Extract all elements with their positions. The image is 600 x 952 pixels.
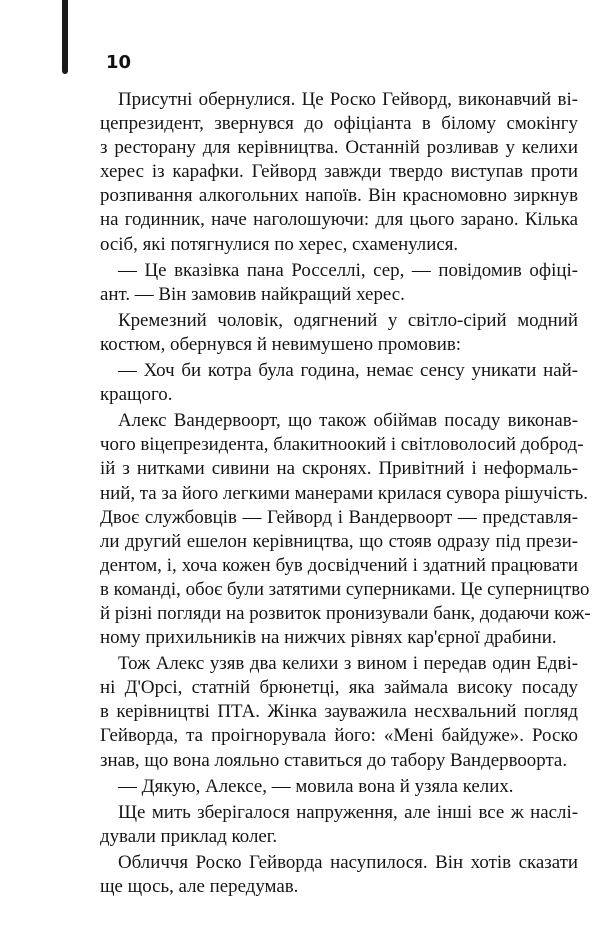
text-line: — Хоч би котра була година, немає сенсу уникати най- xyxy=(118,360,578,382)
text-line: Двоє службовців — Гейворд і Вандервоорт — представля- xyxy=(100,506,578,528)
text-line: херес із карафки. Гейворд завжди твердо виступав проти xyxy=(100,161,578,183)
text-line: й різні погляди на розвиток пронизували банк, додаючи кож- xyxy=(100,602,591,624)
paragraph xyxy=(100,88,578,257)
page-number: 10 xyxy=(106,52,132,73)
text-line: дували приклад колег. xyxy=(100,825,278,847)
text-line: — Це вказівка пана Росселлі, сер, — повідомив офіці- xyxy=(118,259,578,281)
text-line: Тож Алекс узяв два келихи з вином і передав один Едві- xyxy=(118,653,578,675)
text-line: Гейворда, та проігнорувала його: «Мені байдуже». Роско xyxy=(100,725,578,747)
text-line: ли другий ешелон керівництва, що стояв одразу під прези- xyxy=(100,530,578,552)
text-line: Ще мить зберігалося напруження, але інші все ж наслі- xyxy=(118,801,578,823)
text-line: на годинник, наче наголошуючи: для цього зарано. Кілька xyxy=(100,209,578,231)
text-line: ій з нитками сивини на скронях. Привітний і неформаль- xyxy=(100,458,578,480)
text-line: ант. — Він замовив найкращий херес. xyxy=(100,283,405,305)
paragraph xyxy=(100,851,578,899)
text-line: знав, що вона лояльно ставиться до табору Вандервоорта. xyxy=(100,749,568,771)
text-line: костюм, обернувся й невимушено промовив: xyxy=(100,333,462,355)
text-line: — Дякую, Алексе, — мовила вона й узяла келих. xyxy=(118,775,514,797)
text-line: дентом, і, хоча кожен був досвідчений і здатний працювати xyxy=(100,554,578,576)
paragraph xyxy=(100,775,578,799)
text-line: Кремезний чоловік, одягнений у світло-сірий модний xyxy=(118,309,578,331)
text-line: розпивання алкогольних напоїв. Він красномовно зиркнув xyxy=(100,185,578,207)
text-line: з ресторану для керівництва. Останній розливав у келихи xyxy=(100,137,578,159)
paragraph xyxy=(100,259,578,307)
text-line: ще щось, але передумав. xyxy=(100,876,299,897)
text-line: цепрезидент, звернувся до офіціанта в білому смокінгу xyxy=(100,113,578,135)
paragraph xyxy=(100,409,591,650)
text-line: ному прихильників на нижчих рівнях кар'єрної драбини. xyxy=(100,627,557,649)
text-line: Присутні обернулися. Це Роско Гейворд, виконавчий ві- xyxy=(118,89,578,110)
book-spine-edge xyxy=(0,0,72,80)
paragraph xyxy=(100,309,578,357)
paragraph xyxy=(100,652,578,772)
text-line: Алекс Вандервоорт, що також обіймав посаду виконав- xyxy=(118,410,578,432)
text-line: осіб, які потягнулися по херес, схаменулися. xyxy=(100,233,459,255)
text-line: Обличчя Роско Гейворда насупилося. Він хотів сказати xyxy=(118,851,578,873)
text-line: в команді, обоє були затятими суперниками. Це суперництво xyxy=(100,578,590,600)
text-line: ні Д'Орсі, статній брюнетці, яка займала високу посаду xyxy=(100,677,578,699)
paragraph xyxy=(100,801,578,849)
body-text xyxy=(100,88,591,901)
spine-bar xyxy=(62,0,68,74)
text-line: кращого. xyxy=(100,384,173,406)
paragraph xyxy=(100,359,578,407)
text-line: в керівництві ПТА. Жінка зауважила несхвальний погляд xyxy=(100,701,578,723)
text-line: ний, та за його легкими манерами крилася сувора рішучість. xyxy=(100,482,589,504)
text-line: чого віцепрезидента, блакитноокий і світловолосий доброд- xyxy=(100,434,584,456)
